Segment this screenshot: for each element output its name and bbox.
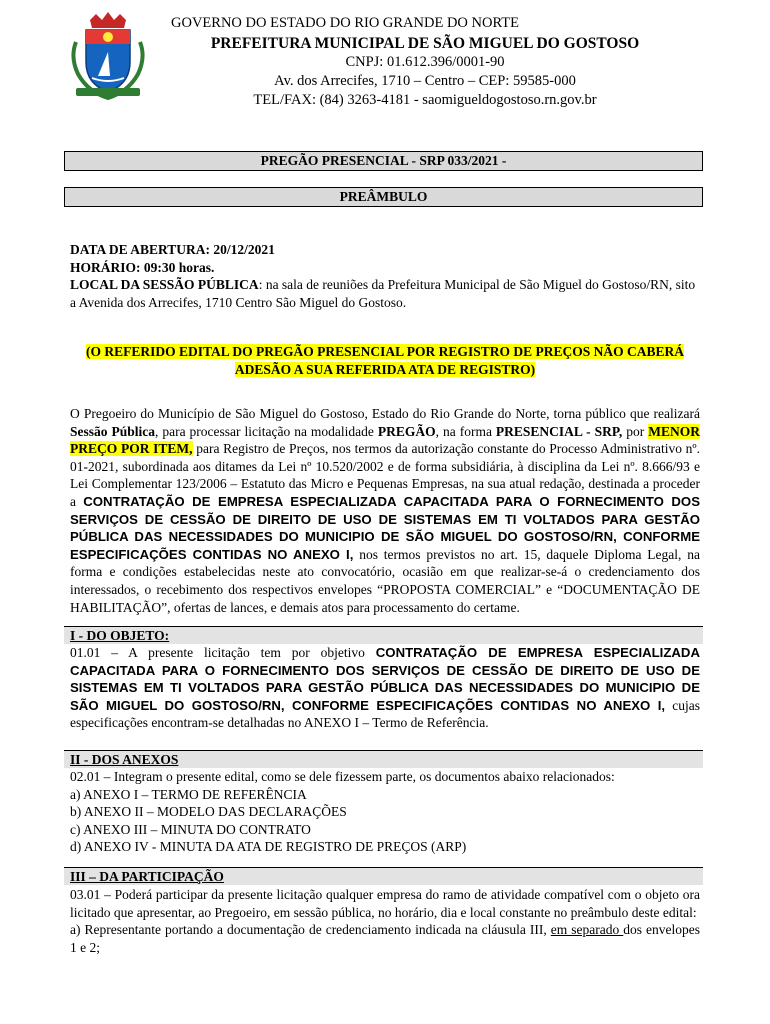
section-participation-heading: [64, 867, 703, 885]
section-object-heading: [64, 626, 703, 644]
preamble-bold-session: Sessão Pública: [70, 423, 155, 439]
header-address-line: Av. dos Arrecifes, 1710 – Centro – CEP: 59585-000: [274, 73, 576, 89]
item-text: dos envelopes 1 e 2;: [70, 922, 701, 955]
preamble-text: por: [622, 423, 649, 439]
preamble-text: para Registro de Preços, nos termos da autorização constante do Processo Administrativo nº. 01-2021, subordinada aos ditames da Lei nº 10.520/2002 e de forma subsidiária, à disciplina da Lei nº. 8.666/93 e Lei Complementar 123/2006 – Estatuto das Micro e Pequenas Empresas, na sua atual redação, destinada a proceder a: [70, 441, 700, 509]
preamble-object-bold: CONTRATAÇÃO DE EMPRESA ESPECIALIZADA CAPACITADA PARA O FORNECIMENTO DOS SERVIÇOS DE CESSÃO DE DIREITO DE USO DE SISTEMAS EM TI VOLTADOS PARA GESTÃO PÚBLICA DAS NECESSIDADES DO MUNICIPIO DE SÃO MIGUEL DO GOSTOSO/RN, CONFORME ESPECIFICAÇÕES CONTIDAS NO ANEXO I,: [70, 493, 700, 562]
preamble-text: , na forma: [435, 423, 496, 439]
item-text: a) Representante portando a documentação de credenciamento indicada na cláusula III,: [70, 922, 551, 938]
object-text: 01.01 – A presente licitação tem por objetivo: [70, 645, 376, 660]
header-prefecture-line: PREFEITURA MUNICIPAL DE SÃO MIGUEL DO GOSTOSO: [210, 35, 640, 52]
section-title: I - DO OBJETO:: [70, 628, 170, 643]
object-bold-text: CONTRATAÇÃO DE EMPRESA ESPECIALIZADA CAPACITADA PARA O FORNECIMENTO DOS SERVIÇOS DE CESSÃO DE DIREITO DE USO DE SISTEMAS EM TI VOLTADOS PARA GESTÃO PÚBLICA DAS NECESSIDADES DO MUNICIPIO DE SÃO MIGUEL DO GOSTOSO/RN, CONFORME ESPECIFICAÇÕES CONTIDAS NO ANEXO I,: [70, 645, 700, 713]
annex-item: c) ANEXO III – MINUTA DO CONTRATO: [70, 821, 311, 837]
section-participation-body: [70, 886, 700, 956]
preamble-paragraph: [70, 405, 700, 616]
session-location: [70, 276, 700, 311]
annexes-intro: 02.01 – Integram o presente edital, como se dele fizessem parte, os documentos abaixo relacionados:: [70, 769, 615, 784]
section-annexes-heading: [64, 750, 703, 768]
preamble-bar: PREÂMBULO: [64, 187, 703, 207]
preamble-text: , para processar licitação na modalidade: [155, 423, 378, 439]
annex-item: d) ANEXO IV - MINUTA DA ATA DE REGISTRO DE PREÇOS (ARP): [70, 839, 467, 855]
participation-paragraph: 03.01 – Poderá participar da presente licitação qualquer empresa do ramo de atividade compatível com o objeto ora licitado que apresentar, ao Pregoeiro, em sessão pública, no horário, dia e local constante no preâmbulo deste edital:: [70, 887, 700, 920]
section-object-body: [70, 644, 700, 732]
opening-date: DATA DE ABERTURA: 20/12/2021: [70, 242, 275, 257]
location-text: : na sala de reuniões da Prefeitura Municipal de São Miguel do Gostoso/RN, sito a Avenida dos Arrecifes, 1710 Centro São Miguel do Gostoso.: [70, 277, 696, 310]
object-text: cujas especificações encontram-se detalhadas no ANEXO I – Termo de Referência.: [70, 697, 700, 731]
participation-item-a: [70, 921, 700, 956]
section-annexes-body: [70, 768, 700, 856]
location-label: LOCAL DA SESSÃO PÚBLICA: [70, 277, 259, 293]
section-title: III – DA PARTICIPAÇÃO: [70, 869, 224, 884]
opening-time: HORÁRIO: 09:30 horas.: [70, 259, 215, 275]
document-title-bar: PREGÃO PRESENCIAL - SRP 033/2021 -: [64, 151, 703, 171]
opening-info: [70, 241, 700, 311]
header-contact-line: TEL/FAX: (84) 3263-4181 - saomigueldogostoso.rn.gov.br: [253, 92, 597, 108]
notice-line-2: ADESÃO A SUA REFERIDA ATA DE REGISTRO): [234, 362, 536, 377]
header-cnpj-line: CNPJ: 01.612.396/0001-90: [345, 54, 505, 70]
header-government-line: GOVERNO DO ESTADO DO RIO GRANDE DO NORTE: [171, 15, 519, 31]
item-underlined: em separado: [550, 922, 624, 938]
annex-item: a) ANEXO I – TERMO DE REFERÊNCIA: [70, 786, 307, 802]
adhesion-notice: [70, 343, 700, 379]
annex-item: b) ANEXO II – MODELO DAS DECLARAÇÕES: [70, 804, 347, 820]
preamble-text: nos termos previstos no art. 15, daquele Diploma Legal, na forma e condições estabelecidas neste ato convocatório, ocasião em que realizar-se-á o credenciamento dos interessados, o recebimento dos respectivos envelopes “PROPOSTA COMERCIAL” e “DOCUMENTAÇÃO DE HABILITAÇÃO”, ofertas de lances, e demais atos para processamento do certame.: [70, 546, 700, 615]
preamble-bold-modality: PREGÃO: [377, 423, 436, 439]
preamble-text: O Pregoeiro do Município de São Miguel do Gostoso, Estado do Rio Grande do Norte, torna público que realizará: [70, 406, 700, 421]
preamble-highlight-price: MENOR PREÇO POR ITEM,: [70, 423, 700, 457]
notice-line-1: (O REFERIDO EDITAL DO PREGÃO PRESENCIAL POR REGISTRO DE PREÇOS NÃO CABERÁ: [86, 344, 684, 359]
section-title: II - DOS ANEXOS: [70, 752, 179, 767]
preamble-bold-form: PRESENCIAL - SRP,: [495, 423, 623, 439]
